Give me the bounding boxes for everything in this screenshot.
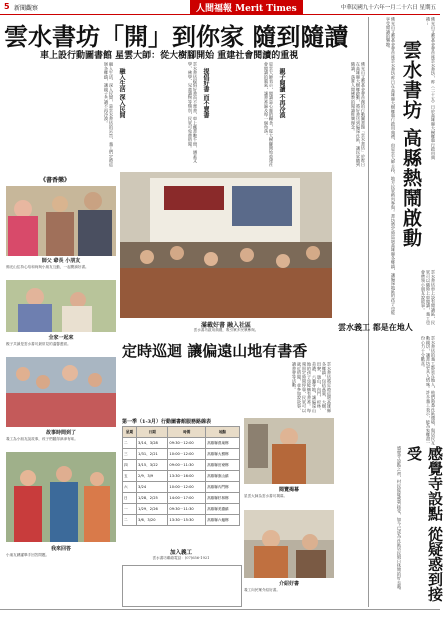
article-column-2: 星雲大師表示，閱讀是心靈的糧食，從大樹腳開始重建社會閱讀的風氣，讓書香遍及每一個角落。 <box>264 62 274 167</box>
photo-monks-children <box>6 186 116 256</box>
cell-place: 高雄縣田寮鄉 <box>206 460 240 471</box>
cell-weekday: 日 <box>123 493 137 504</box>
caption-photo-4-detail: 小朋友踴躍舉手回答問題。 <box>6 553 50 557</box>
photo-introduce-books <box>244 510 334 578</box>
column-divider <box>368 17 369 607</box>
right-body-4: 感覺寺設點之初，村民從疑惑到接受，如今已成為社區居民假日休閒的好去處。 <box>397 446 402 593</box>
schedule-col-weekday: 星期 <box>123 427 137 438</box>
photo-kids-answer <box>6 452 116 542</box>
table-row <box>123 493 240 504</box>
schedule-header-row <box>123 427 240 438</box>
cell-weekday: 四 <box>123 460 137 471</box>
right-intro-text: 佛光山文教基金會首座雲水書坊，昨（二十五）日於高雄縣大樹鄉舉行啟用典禮… <box>426 17 436 160</box>
main-article-body <box>4 62 366 170</box>
photo-family-reading <box>6 280 116 332</box>
side-head-1: 融入生活 深入民間 <box>118 68 125 119</box>
article-column-4: 融入生活、深入民間，是雲水書坊的宗旨，義工們定時巡迴各鄉鎮，讓親子共讀不再冷漠。 <box>104 62 114 167</box>
caption-photo-2-detail: 親子共讀是雲水書坊最常見的溫馨畫面。 <box>6 342 71 346</box>
cell-weekday: 二 <box>123 515 137 526</box>
table-row <box>123 449 240 460</box>
schedule-table <box>122 426 240 526</box>
mid-article-body: 雲水書坊將定時巡迴高雄縣各鄉鎮，包括燕巢、大樹、田寮、旗山、內門、杉林、美濃、六龜等地，讓偏遠山地的孩子也能擁有書香。每週固定時間停靠，民眾可以就近借閱，並參加說故事、讀書會等活動。 <box>292 362 332 413</box>
photo-story-time <box>6 357 116 427</box>
cell-place: 高雄縣杉林鄉 <box>206 493 240 504</box>
cell-date: 1/28、2/25 <box>137 493 168 504</box>
cell-place: 高雄縣六龜鄉 <box>206 515 240 526</box>
article-column-1: 佛光山文教基金會首創的行動圖書館「雲水書坊」於昨日在高雄縣大樹鄉啟動，將好書送到偏遠社區，讓民眾隨到隨讀，落實人間佛教的閱讀推廣理念。 <box>351 62 366 167</box>
cell-place: 高雄縣內門鄉 <box>206 482 240 493</box>
page-header <box>0 0 440 15</box>
cell-weekday: 二 <box>123 438 137 449</box>
side-head-2: 提倡好書 而不賣書 <box>202 68 209 119</box>
caption-unveiling: 閱覽揭幕 <box>278 487 299 493</box>
cell-time: 13:30－16:00 <box>168 471 206 482</box>
cell-date: 1/29、2/26 <box>137 504 168 515</box>
table-row <box>123 504 240 515</box>
caption-photo-1: 師父 爺長 小朋友 <box>41 258 81 264</box>
caption-introduce-books-detail: 義工向民眾介紹好書。 <box>244 588 280 592</box>
cell-date: 2/9、3/9 <box>137 471 168 482</box>
volunteer-info-box <box>122 565 242 607</box>
right-headline: 雲水書坊 高縣熱鬧啟動 <box>400 40 422 248</box>
cell-time: 10:00－12:00 <box>168 449 206 460</box>
cell-date: 3/24 <box>137 482 168 493</box>
caption-photo-2: 全家一起來 <box>48 335 74 341</box>
right-body-1: 佛光山文教基金會首座雲水書坊昨日在高雄縣大樹鄉舉行啟用典禮，由星雲大師主持，地方民眾熱烈參與。書坊將定時巡迴高雄縣各鄉鎮，讓偏遠地區的孩子也能享受閱讀的樂趣。 <box>386 17 396 315</box>
caption-photo-4: 我來回答 <box>50 546 71 552</box>
caption-unveiling-detail: 星雲大師為雲水書坊揭幕。 <box>244 494 288 498</box>
article-column-3: 雲水書坊提倡好書而不賣書，車上藏書數千冊，涵蓋文學、佛學、兒童讀物等類別，民眾可免費借閱。 <box>188 62 198 163</box>
cell-time: 14:00－17:00 <box>168 493 206 504</box>
cell-time: 13:30－15:30 <box>168 515 206 526</box>
right-subhead-2: 感覺寺設點 從疑惑到接受 <box>405 446 444 602</box>
caption-photo-3-detail: 義工為小朋友說故事，孩子們聽得津津有味。 <box>6 437 78 441</box>
main-photo-caption: 滿載好書 融入社區 <box>200 322 252 329</box>
cell-weekday: 三 <box>123 449 137 460</box>
cell-date: 3/6、3/20 <box>137 515 168 526</box>
schedule-col-time: 時間 <box>168 427 206 438</box>
main-photo-bookmobile <box>120 172 332 318</box>
cell-time: 09:30－12:00 <box>168 438 206 449</box>
main-subhead: 車上設行動圖書館 星雲大師：從大樹腳開始 重建社會閱讀的重視 <box>40 51 299 61</box>
photo-unveiling <box>244 418 334 484</box>
cell-date: 1/31、2/21 <box>137 449 168 460</box>
cell-place: 高雄縣旗山鎮 <box>206 471 240 482</box>
right-body-2: 雲水書坊車上設有閱讀區，民眾可以隨時上車閱讀，義工也會帶領小朋友說故事。 <box>421 270 436 325</box>
cell-weekday: 五 <box>123 471 137 482</box>
cell-place: 高雄縣大樹鄉 <box>206 449 240 460</box>
left-box-title: 《書香樂》 <box>40 177 71 184</box>
masthead-logo: 人間福報 Merit Times <box>190 0 303 15</box>
table-row <box>123 438 240 449</box>
cell-weekday: 六 <box>123 482 137 493</box>
issue-date: 中華民國九十六年一月二十六日 星期五 <box>340 5 436 11</box>
cell-place: 高雄縣燕巢鄉 <box>206 438 240 449</box>
cell-time: 09:30－11:30 <box>168 504 206 515</box>
cell-time: 10:00－12:00 <box>168 482 206 493</box>
volunteer-note: 雲水書坊聯絡電話：(07)656-1921 <box>152 556 210 560</box>
side-head-3: 親子閱讀 不再冷漠 <box>278 68 285 119</box>
cell-date: 3/15、3/22 <box>137 460 168 471</box>
schedule-col-place: 地點 <box>206 427 240 438</box>
schedule-title: 第一季（1-3月）行動圖書館服務路線表 <box>122 419 212 425</box>
table-row <box>123 460 240 471</box>
table-row <box>123 515 240 526</box>
cell-time: 09:00－11:30 <box>168 460 206 471</box>
caption-introduce-books: 介紹好書 <box>278 581 299 587</box>
mid-headline: 定時巡迴 讓偏遠山地有書香 <box>122 342 308 360</box>
page-number: 5 <box>4 2 10 11</box>
table-row <box>123 471 240 482</box>
cell-weekday: 一 <box>123 504 137 515</box>
section-name: 新聞觀察 <box>14 5 39 12</box>
footer-rule <box>0 609 440 610</box>
caption-photo-1-detail: 佛光山住持心培和尚與小朋友互動，一起閱讀好書。 <box>6 265 89 269</box>
caption-photo-3: 故事時間到了 <box>45 430 76 436</box>
cell-date: 3/14、3/28 <box>137 438 168 449</box>
main-photo-caption-detail: 雲水書坊啟用典禮，吸引眾多民眾參與。 <box>193 328 259 332</box>
schedule-col-date: 日期 <box>137 427 168 438</box>
volunteer-head: 加入義工 <box>169 550 192 556</box>
right-body-3: 雲水書坊的義工都是在地人，他們熟悉社區環境，與居民互動親切，讓書坊更具人情味。許多義工表示，能為家鄉盡一份心力十分歡喜。 <box>421 336 436 445</box>
right-subhead-1: 雲水義工 都是在地人 <box>338 322 413 332</box>
cell-place: 高雄縣美濃鎮 <box>206 504 240 515</box>
table-row <box>123 482 240 493</box>
main-headline: 雲水書坊「開」到你家 隨到隨讀 <box>4 22 349 51</box>
